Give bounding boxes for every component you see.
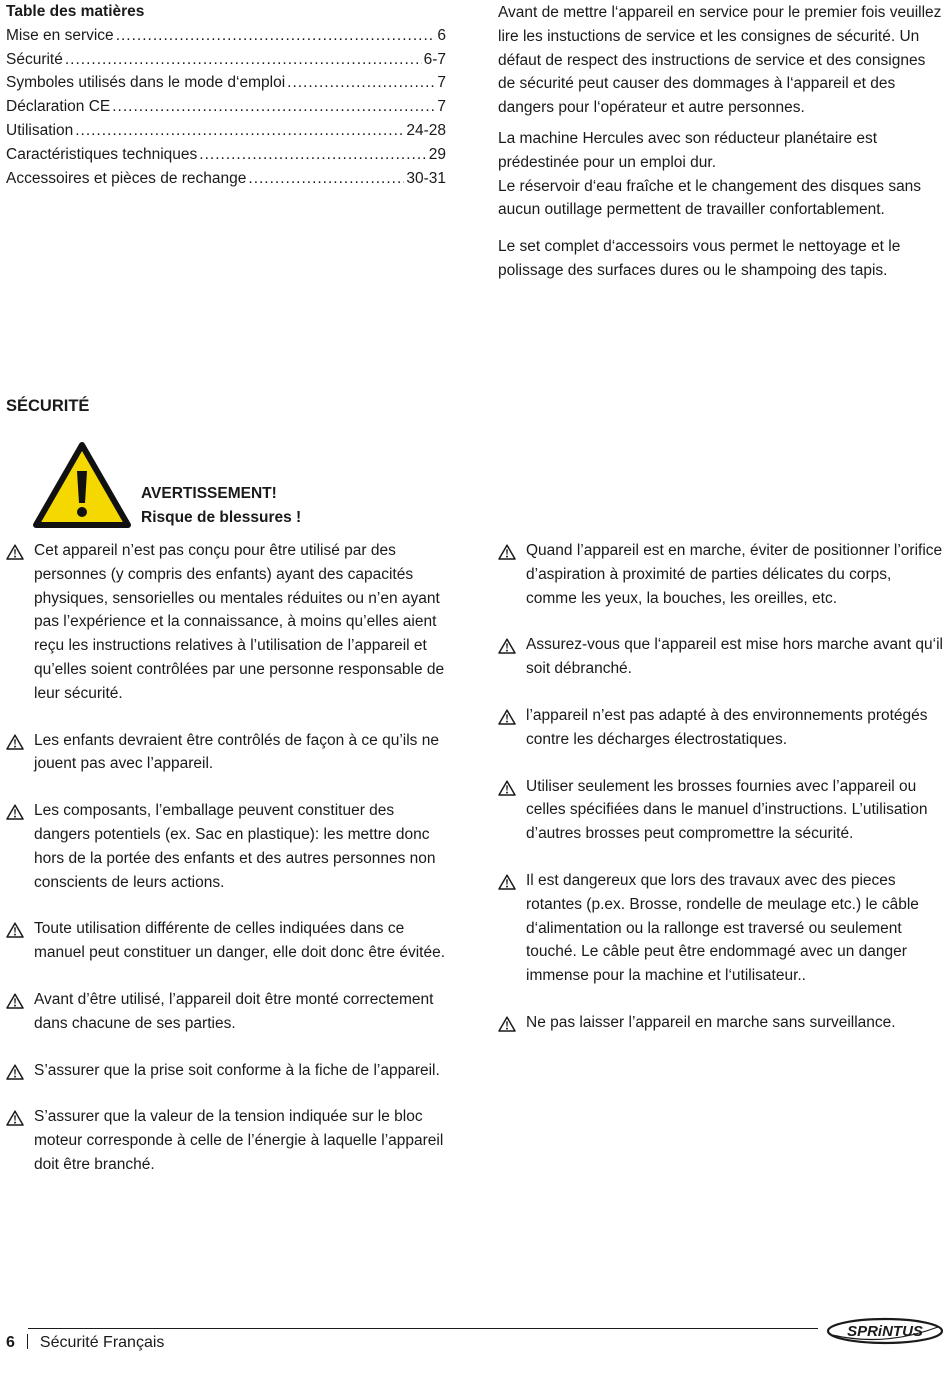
warning-title <box>141 482 301 530</box>
list-item <box>6 988 446 1036</box>
list-item <box>6 917 446 965</box>
list-item-text: Il est dangereux que lors des travaux avec des pieces rotantes (p.ex. Brosse, rondelle de meulage etc.) le câble d‘alimentation ou la rallonge est traversé ou seulement touché. Le câble peut être endommagé avec un danger immense pour la machine et l‘utilisateur.. <box>526 871 919 985</box>
list-item <box>6 729 446 777</box>
warning-triangle-icon <box>6 917 34 938</box>
toc-row <box>6 143 446 167</box>
warning-triangle-icon <box>498 704 526 725</box>
sprintus-logo <box>826 1317 944 1345</box>
toc-page: 24-28 <box>406 121 446 139</box>
list-item-text: Les enfants devraient être contrôlés de façon à ce qu’ils ne jouent pas avec l’appareil. <box>34 731 439 773</box>
intro-paragraph: Avant de mettre l‘appareil en service pour le premier fois veuillez lire les instuctions de service et les consignes de sécurité. Un défaut de respect des instructions de service et des consignes de sécurité peut causer des dommages à l‘appareil et des dangers pour l‘opérateur et autre personnes. <box>498 4 942 117</box>
toc-title: Table des matières <box>6 3 145 20</box>
list-item-text: l’appareil n’est pas adapté à des environnements protégés contre les décharges électrostatiques. <box>526 706 928 748</box>
footer-divider <box>27 1334 28 1349</box>
toc-leader-dots <box>75 119 404 143</box>
list-item-text: Quand l’appareil est en marche, éviter de positionner l’orifice d’aspiration à proximité de parties délicates du corps, comme les yeux, la bouches, les oreilles, etc. <box>526 542 943 607</box>
intro-paragraph: Le set complet d‘accessoirs vous permet le nettoyage et le polissage des surfaces dures ou le shampoing des tapis. <box>498 238 901 279</box>
toc-leader-dots <box>248 167 404 191</box>
section-heading: SÉCURITÉ <box>6 397 90 415</box>
list-item <box>6 1059 446 1083</box>
list-item <box>498 633 943 681</box>
toc-label: Mise en service <box>6 26 114 44</box>
toc-page: 7 <box>437 74 446 92</box>
warning-title-line: AVERTISSEMENT! <box>141 485 277 502</box>
warning-triangle-icon <box>498 1011 526 1032</box>
list-item <box>6 799 446 894</box>
list-item <box>498 704 943 752</box>
list-item <box>498 775 943 846</box>
list-item <box>498 539 943 610</box>
safety-list-right <box>498 539 943 1058</box>
toc-row <box>6 48 446 72</box>
toc-page: 6 <box>437 26 446 44</box>
warning-triangle-icon <box>6 799 34 820</box>
warning-triangle-icon <box>6 729 34 750</box>
page-footer <box>6 1331 164 1355</box>
page-number: 6 <box>6 1334 15 1351</box>
toc-label: Caractéristiques techniques <box>6 145 198 163</box>
list-item <box>498 869 943 988</box>
warning-triangle-icon <box>498 869 526 890</box>
list-item-text: Avant d’être utilisé, l’appareil doit être monté correctement dans chacune de ses parties. <box>34 990 434 1032</box>
toc-label: Sécurité <box>6 50 63 68</box>
footer-section-label: Sécurité Français <box>39 1334 165 1351</box>
logo-text: SPRiNTUS <box>847 1323 923 1340</box>
list-item-text: Cet appareil n’est pas conçu pour être utilisé par des personnes (y compris des enfants) ayant des capacités physiques, sensorielles ou mentales réduites ou n’en ayant pas l’expérience et la connaissance, à moins qu’elles aient reçu les instructions relatives à l’utilisation de l’appareil et qu’elles soient contrôlées par une personne responsable de leur sécurité. <box>34 542 445 702</box>
list-item-text: Utiliser seulement les brosses fournies avec l’appareil ou celles spécifiées dans le manuel d’instructions. L’utilisation d’autres brosses peut compromettre la sécurité. <box>526 777 928 843</box>
list-item-text: Ne pas laisser l’appareil en marche sans surveillance. <box>526 1013 896 1031</box>
toc-label: Déclaration CE <box>6 98 111 116</box>
toc-row <box>6 24 446 48</box>
toc-leader-dots <box>112 95 435 119</box>
warning-triangle-icon <box>6 539 34 560</box>
intro-paragraph: Le réservoir d‘eau fraîche et le changement des disques sans aucun outillage permettent de travailler confortablement. <box>498 177 922 219</box>
list-item <box>498 1011 943 1035</box>
warning-triangle-icon <box>6 1105 34 1126</box>
toc-label: Accessoires et pièces de rechange <box>6 169 247 187</box>
toc-row <box>6 167 446 191</box>
list-item-text: Assurez-vous que l‘appareil est mise hors marche avant qu‘il soit débranché. <box>526 636 943 678</box>
toc-row <box>6 95 446 119</box>
list-item-text: S’assurer que la valeur de la tension indiquée sur le bloc moteur corresponde à celle de l’énergie à laquelle l’appareil doit être branché. <box>34 1108 444 1173</box>
toc-page: 7 <box>437 98 446 116</box>
warning-triangle-icon <box>498 539 526 560</box>
toc-leader-dots <box>199 143 426 167</box>
toc-page: 29 <box>428 145 446 163</box>
footer-rule <box>28 1328 818 1329</box>
intro-paragraph: La machine Hercules avec son réducteur planétaire est prédestinée pour un emploi dur. <box>498 129 878 171</box>
list-item-text: S’assurer que la prise soit conforme à la fiche de l’appareil. <box>34 1061 440 1079</box>
warning-sign-icon <box>32 441 132 529</box>
list-item-text: Toute utilisation différente de celles indiquées dans ce manuel peut constituer un danger, elle doit donc être évitée. <box>34 920 446 962</box>
list-item <box>6 539 446 706</box>
toc-leader-dots <box>287 71 435 95</box>
toc-row <box>6 71 446 95</box>
warning-subtitle-line: Risque de blessures ! <box>141 508 302 526</box>
toc-page: 6-7 <box>423 50 446 68</box>
toc-leader-dots <box>116 24 436 48</box>
warning-triangle-icon <box>6 988 34 1009</box>
toc-label: Symboles utilisés dans le mode d‘emploi <box>6 74 286 92</box>
list-item-text: Les composants, l’emballage peuvent constituer des dangers potentiels (ex. Sac en plastique): les mettre donc hors de la portée des enfants et des autres personnes non conscients de leurs actions. <box>34 802 436 891</box>
table-of-contents <box>6 0 446 190</box>
toc-leader-dots <box>65 48 422 72</box>
intro-text <box>498 1 943 283</box>
warning-triangle-icon <box>498 775 526 796</box>
safety-list-left <box>6 539 446 1200</box>
toc-row <box>6 119 446 143</box>
toc-page: 30-31 <box>406 169 446 187</box>
toc-label: Utilisation <box>6 121 74 139</box>
warning-triangle-icon <box>6 1059 34 1080</box>
list-item <box>6 1105 446 1176</box>
warning-triangle-icon <box>498 633 526 654</box>
